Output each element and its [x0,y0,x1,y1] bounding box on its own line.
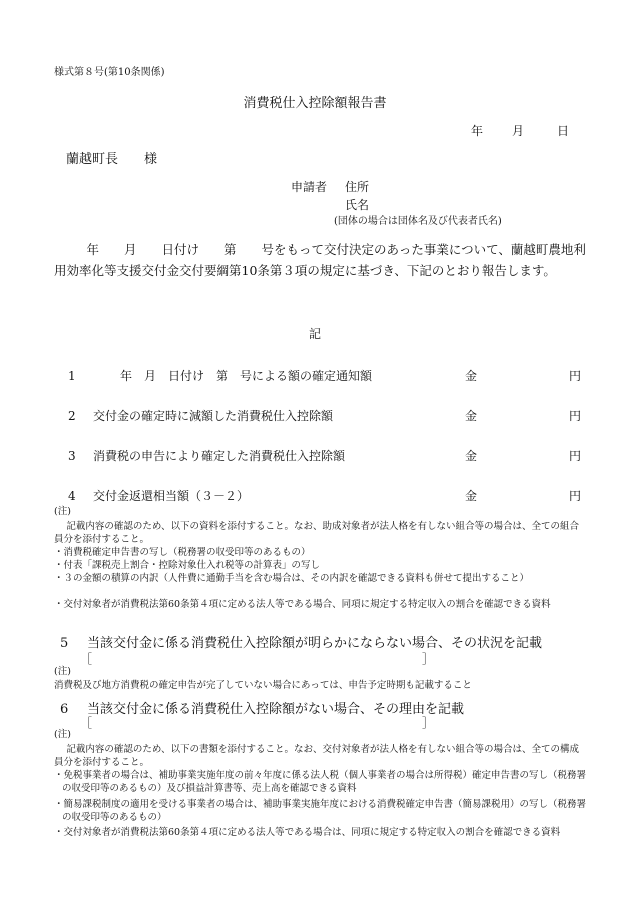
notes2-bullet: ・簡易課税制度の適用を受ける事業者の場合は、補助事業実施年度における消費税確定申告書（簡易課税用）の写し（税務署の収受印等のあるもの） [54,799,587,823]
item-kin: 金 [465,369,478,383]
item-en: 円 [569,369,582,383]
notes1-bullet: ・交付対象者が消費税法第60条第４項に定める法人等である場合、同項に規定する特定収入の割合を確認できる資料 [54,599,551,610]
bracket-open: ［ [80,652,93,666]
intro-paragraph: 年 月 日付け 第 号をもって交付決定のあった事業について、蘭越町農地利用効率化等支援交付金交付要綱第10条第３項の規定に基づき、下記のとおり報告します。 [54,242,586,278]
item-kin: 金 [465,489,478,503]
notes1-intro: 記載内容の確認のため、以下の資料を添付すること。なお、助成対象者が法人格を有しない組合等の場合は、全ての組合員分を添付すること。 [54,521,579,545]
item-label: 当該交付金に係る消費税仕入控除額がない場合、その理由を記載 [87,702,465,717]
note5-text: 消費税及び地方消費税の確定申告が完了していない場合にあっては、申告予定時期も記載すること [54,680,472,691]
bracket-close: ］ [422,652,435,666]
note-label: (注) [54,506,71,517]
item-number: 3 [68,449,76,463]
notes2-bullet: ・交付対象者が消費税法第60条第４項に定める法人等である場合は、同項に規定する特定収入の割合を確認できる資料 [54,827,561,838]
bracket-open: ［ [80,716,93,730]
item-number: 2 [68,409,76,423]
item-label: 交付金返還相当額（３－２） [93,489,250,503]
applicant-name-label: 氏名 [345,198,370,212]
item-number: 5 [60,636,69,651]
item-number: 1 [68,369,76,383]
notes1-bullet: ・消費税確定申告書の写し（税務署の収受印等のあるもの） [54,547,311,558]
item-label: 消費税の申告により確定した消費税仕入控除額 [93,449,346,463]
applicant-group-note: (団体の場合は団体名及び代表者氏名) [334,216,502,227]
date-day: 日 [557,124,570,138]
date-month: 月 [512,124,525,138]
document-title: 消費税仕入控除額報告書 [243,96,387,111]
item-en: 円 [569,409,582,423]
ki-heading: 記 [308,327,321,341]
notes1-bullet: ・付表「課税売上割合・控除対象仕入れ税等の計算表」の写し [54,560,321,571]
note-label: (注) [54,729,71,740]
item-label: 当該交付金に係る消費税仕入控除額が明らかにならない場合、その状況を記載 [87,636,543,651]
applicant-label: 申請者 [291,180,328,194]
item-en: 円 [569,449,582,463]
item-kin: 金 [465,449,478,463]
item-number: 4 [68,489,76,503]
item-en: 円 [569,489,582,503]
notes1-bullet: ・３の金額の積算の内訳（人件費に通勤手当を含む場合は、その内訳を確認できる資料も併せて提出すること） [54,573,530,584]
form-number: 様式第８号(第10条関係) [54,67,165,78]
addressee: 蘭越町長 様 [66,152,158,167]
notes2-bullet: ・免税事業者の場合は、補助事業実施年度の前々年度に係る法人税（個人事業者の場合は所得税）確定申告書の写し（税務署の収受印等のあるもの）及び損益計算書等、売上高を確認できる資料 [54,770,587,794]
item-number: 6 [60,702,69,717]
item-label: 交付金の確定時に減額した消費税仕入控除額 [93,409,334,423]
date-year: 年 [471,124,484,138]
bracket-close: ］ [422,716,435,730]
item-kin: 金 [465,409,478,423]
note-label: (注) [54,666,71,677]
notes2-intro: 記載内容の確認のため、以下の書類を添付すること。なお、交付対象者が法人格を有しない組合等の場合は、全ての構成員分を添付すること。 [54,744,579,768]
applicant-address-label: 住所 [345,180,370,194]
item-label: 年 月 日付け 第 号による額の確定通知額 [120,369,373,383]
